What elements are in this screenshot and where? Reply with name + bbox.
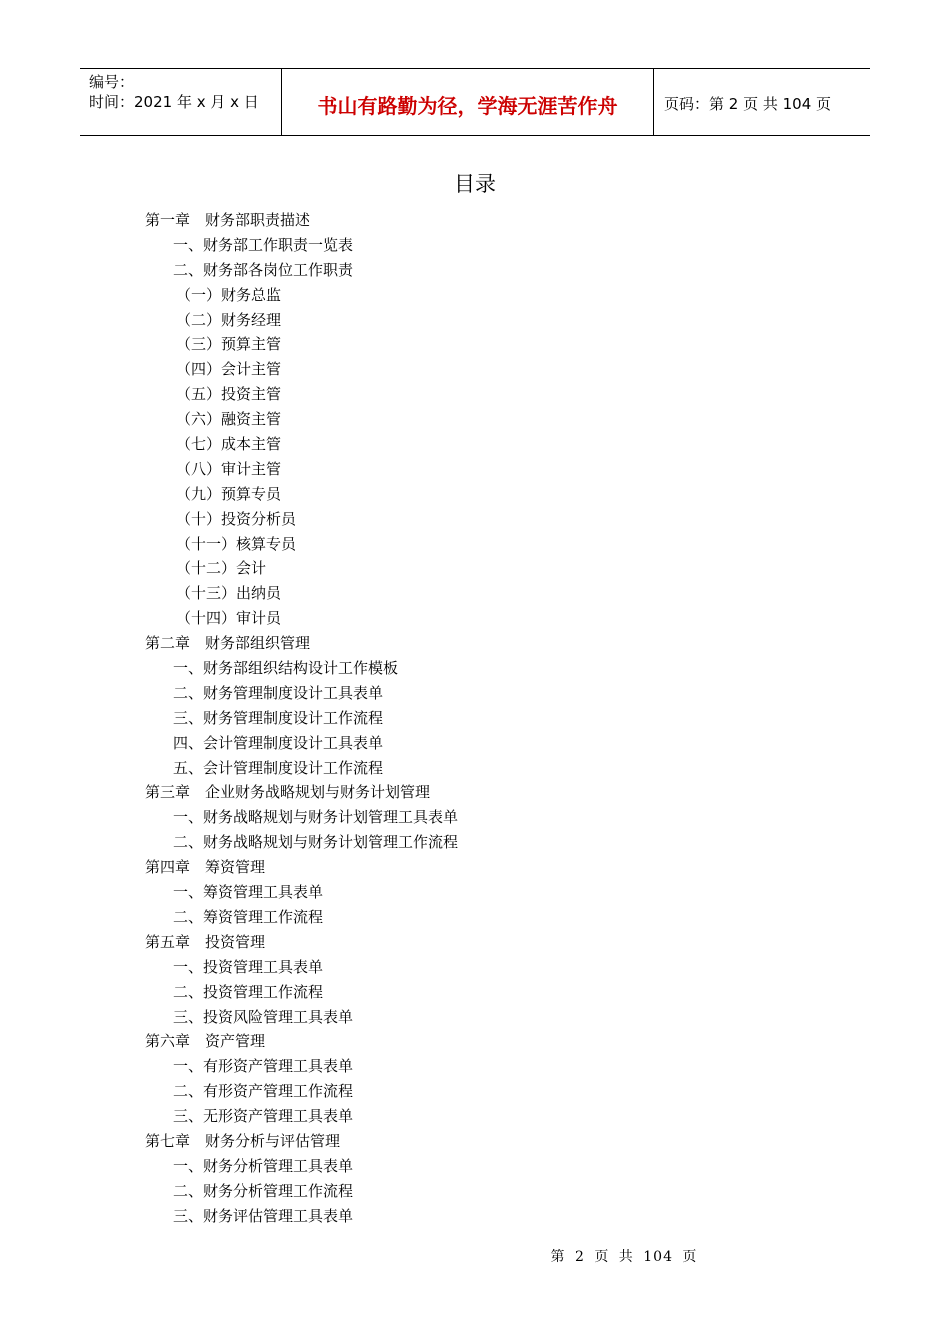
toc-section: 二、财务战略规划与财务计划管理工作流程 <box>173 833 459 852</box>
toc-subsection: （十四）审计员 <box>176 609 282 628</box>
toc-section: 三、投资风险管理工具表单 <box>173 1007 354 1026</box>
toc-section: 一、财务分析管理工具表单 <box>173 1156 354 1175</box>
toc-subsection: （十）投资分析员 <box>176 509 297 528</box>
table-of-contents <box>145 208 458 1229</box>
toc-chapter: 第一章 财务部职责描述 <box>145 211 311 229</box>
toc-section: 二、财务部各岗位工作职责 <box>173 260 354 279</box>
page-footer: 第 2 页 共 104 页 <box>550 1249 698 1265</box>
toc-section: 二、有形资产管理工作流程 <box>173 1082 354 1101</box>
toc-section: 五、会计管理制度设计工作流程 <box>173 758 384 777</box>
header-meta <box>80 69 282 135</box>
toc-subsection: （二）财务经理 <box>176 310 282 329</box>
toc-section: 一、有形资产管理工具表单 <box>173 1057 354 1076</box>
toc-subsection: （九）预算专员 <box>176 484 282 503</box>
toc-section: 一、财务战略规划与财务计划管理工具表单 <box>173 808 459 827</box>
toc-section: 二、投资管理工作流程 <box>173 982 324 1001</box>
toc-subsection: （七）成本主管 <box>176 435 282 454</box>
toc-section: 四、会计管理制度设计工具表单 <box>173 733 384 752</box>
header-motto: 书山有路勤为径，学海无涯苦作舟 <box>317 93 618 118</box>
toc-section: 三、无形资产管理工具表单 <box>173 1107 354 1126</box>
toc-section: 一、筹资管理工具表单 <box>173 883 324 902</box>
toc-section: 二、财务管理制度设计工具表单 <box>173 683 384 702</box>
toc-chapter: 第三章 企业财务战略规划与财务计划管理 <box>145 783 431 802</box>
toc-subsection: （四）会计主管 <box>176 360 282 379</box>
toc-section: 一、投资管理工具表单 <box>173 957 324 976</box>
toc-subsection: （十二）会计 <box>176 559 267 578</box>
header-motto-cell <box>282 69 654 135</box>
header-page-info: 页码：第 2 页 共 104 页 <box>664 94 832 113</box>
toc-subsection: （十一）核算专员 <box>176 534 297 553</box>
document-number: 编号： <box>89 73 135 91</box>
toc-subsection: （十三）出纳员 <box>176 584 282 603</box>
toc-chapter: 第四章 筹资管理 <box>145 858 266 877</box>
toc-chapter: 第五章 投资管理 <box>145 932 266 951</box>
toc-section: 二、财务分析管理工作流程 <box>173 1181 354 1200</box>
document-date: 时间：2021 年 x 月 x 日 <box>89 93 259 111</box>
toc-section: 二、筹资管理工作流程 <box>173 907 324 926</box>
toc-subsection: （一）财务总监 <box>176 285 282 304</box>
toc-subsection: （八）审计主管 <box>176 459 282 478</box>
toc-section: 三、财务评估管理工具表单 <box>173 1206 354 1225</box>
page-title: 目录 <box>454 172 496 196</box>
toc-chapter: 第六章 资产管理 <box>145 1032 266 1051</box>
toc-subsection: （六）融资主管 <box>176 410 282 429</box>
toc-section: 一、财务部工作职责一览表 <box>173 235 354 254</box>
toc-subsection: （五）投资主管 <box>176 385 282 404</box>
page-header <box>80 68 870 136</box>
toc-subsection: （三）预算主管 <box>176 335 282 354</box>
toc-chapter: 第七章 财务分析与评估管理 <box>145 1131 341 1150</box>
toc-chapter: 第二章 财务部组织管理 <box>145 634 311 653</box>
toc-section: 一、财务部组织结构设计工作模板 <box>173 659 399 678</box>
toc-section: 三、财务管理制度设计工作流程 <box>173 708 384 727</box>
